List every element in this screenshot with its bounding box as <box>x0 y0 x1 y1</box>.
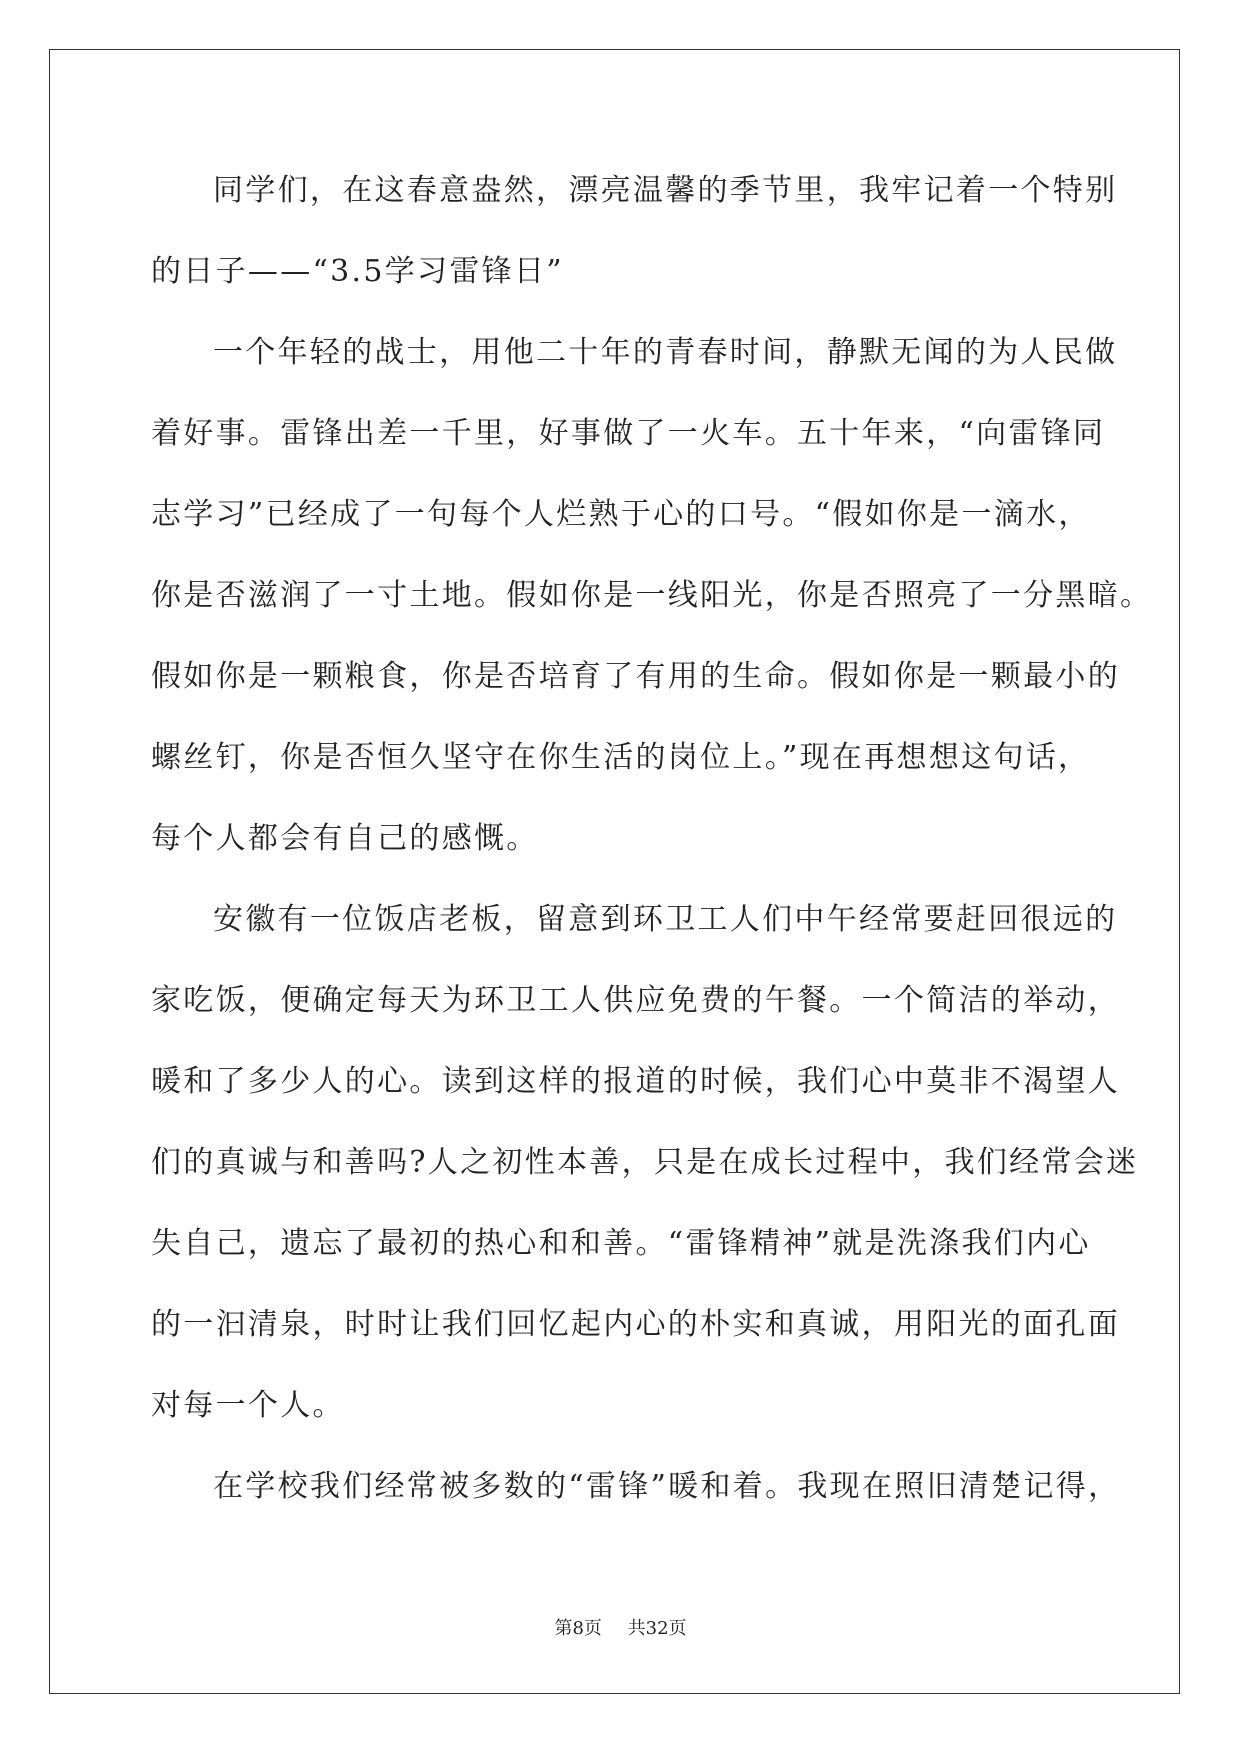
text-line: 在学校我们经常被多数的“雷锋”暖和着。我现在照旧清楚记得， <box>213 1469 1121 1504</box>
text-line: 着好事。雷锋出差一千里，好事做了一火车。五十年来，“向雷锋同 <box>151 416 1106 451</box>
text-line: 志学习”已经成了一句每个人烂熟于心的口号。“假如你是一滴水， <box>151 497 1091 532</box>
text-line: 的日子——“3.5学习雷锋日” <box>151 254 564 289</box>
text-line: 暖和了多少人的心。读到这样的报道的时候，我们心中莫非不渴望人 <box>151 1064 1120 1099</box>
text-line: 家吃饭，便确定每天为环卫工人供应免费的午餐。一个简洁的举动， <box>151 983 1120 1018</box>
text-line: 一个年轻的战士，用他二十年的青春时间，静默无闻的为人民做 <box>213 335 1118 370</box>
text-line: 每个人都会有自己的感慨。 <box>151 821 539 856</box>
text-line: 螺丝钉，你是否恒久坚守在你生活的岗位上。”现在再想想这句话， <box>151 740 1091 775</box>
page-total: 共32页 <box>627 1618 687 1639</box>
document-body <box>151 163 1153 1540</box>
text-line: 安徽有一位饭店老板，留意到环卫工人们中午经常要赶回很远的 <box>213 902 1118 937</box>
page-number: 第8页 <box>554 1618 602 1639</box>
page-footer <box>0 1614 1241 1640</box>
text-line: 假如你是一颗粮食，你是否培育了有用的生命。假如你是一颗最小的 <box>151 659 1120 694</box>
text-line: 失自己，遗忘了最初的热心和和善。“雷锋精神”就是洗涤我们内心 <box>151 1226 1091 1261</box>
text-line: 们的真诚与和善吗?人之初性本善，只是在成长过程中，我们经常会迷 <box>151 1145 1139 1180</box>
text-line: 同学们，在这春意盎然，漂亮温馨的季节里，我牢记着一个特别 <box>213 173 1118 208</box>
text-line: 你是否滋润了一寸土地。假如你是一线阳光，你是否照亮了一分黑暗。 <box>151 578 1153 613</box>
text-line: 对每一个人。 <box>151 1388 345 1423</box>
text-line: 的一汩清泉，时时让我们回忆起内心的朴实和真诚，用阳光的面孔面 <box>151 1307 1120 1342</box>
